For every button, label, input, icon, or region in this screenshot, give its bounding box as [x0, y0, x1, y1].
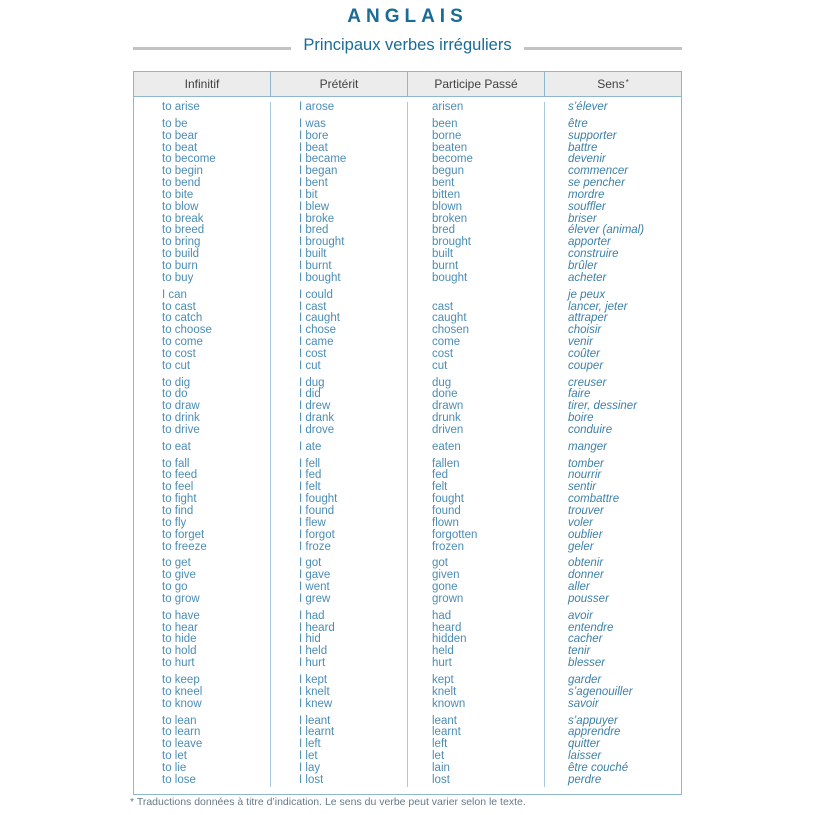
- table-cell-participe: fallen: [432, 457, 460, 470]
- verb-group: [271, 716, 407, 787]
- table-cell-preterit: I began: [299, 165, 338, 178]
- table-cell-infinitif: to fight: [162, 493, 197, 506]
- subtitle-row: [133, 36, 682, 55]
- verb-group: [134, 558, 270, 605]
- table-cell-sens: choisir: [568, 324, 602, 337]
- table-cell-participe: heard: [432, 621, 462, 634]
- verb-group: [408, 102, 544, 114]
- table-cell-participe: chosen: [432, 324, 470, 337]
- table-cell-participe: burnt: [432, 259, 459, 272]
- table-cell-preterit: I built: [299, 248, 327, 261]
- table-cell-preterit: I heard: [299, 621, 335, 634]
- table-cell-sens: élever (animal): [568, 224, 645, 237]
- table-cell-infinitif: to cost: [162, 347, 196, 360]
- table-cell-sens: devenir: [568, 153, 606, 166]
- verb-group: [408, 459, 544, 554]
- table-cell-infinitif: to hide: [162, 633, 197, 646]
- table-cell-sens: s’agenouiller: [568, 685, 633, 698]
- table-cell-preterit: I became: [299, 153, 347, 166]
- table-cell-preterit: I cast: [299, 300, 327, 313]
- footnote-marker: *: [625, 77, 629, 87]
- verb-group: [271, 459, 407, 554]
- table-cell-participe: frozen: [432, 540, 464, 553]
- table-cell-infinitif: to drive: [162, 423, 200, 436]
- verb-group: [408, 290, 544, 373]
- table-cell-preterit: I beat: [299, 141, 328, 154]
- table-cell-participe: cost: [432, 347, 454, 360]
- table-cell-infinitif: to freeze: [162, 540, 207, 553]
- table-cell-sens: commencer: [568, 165, 629, 178]
- table-cell-preterit: I held: [299, 645, 328, 658]
- verb-group: [408, 611, 544, 670]
- table-cell-sens: avoir: [568, 609, 593, 622]
- subtitle-line-right: [524, 47, 682, 50]
- table-cell-participe: flown: [432, 516, 459, 529]
- table-body: [134, 97, 681, 794]
- table-cell-sens: boire: [568, 412, 594, 425]
- table-cell-infinitif: to lie: [162, 761, 187, 774]
- table-cell-preterit: I brought: [299, 236, 345, 249]
- table-cell-sens: se pencher: [568, 177, 625, 190]
- table-cell-preterit: I ate: [299, 440, 322, 453]
- table-cell-infinitif: to hear: [162, 621, 198, 634]
- table-cell-infinitif: to dig: [162, 376, 191, 389]
- table-cell-preterit: I did: [299, 388, 321, 401]
- table-cell-sens: tenir: [568, 645, 591, 658]
- table-cell-sens: je peux: [568, 288, 606, 301]
- table-cell-preterit: I burnt: [299, 259, 332, 272]
- verb-group: [271, 675, 407, 711]
- table-cell-sens: perdre: [568, 773, 602, 786]
- table-cell-participe: blown: [432, 200, 463, 213]
- table-cell-infinitif: to draw: [162, 400, 200, 413]
- table-cell-infinitif: to choose: [162, 324, 212, 337]
- column-header-participe-passe: [408, 72, 545, 96]
- table-cell-preterit: I found: [299, 505, 335, 517]
- verb-group: [408, 675, 544, 711]
- table-cell-participe: eaten: [432, 440, 461, 453]
- table-cell-sens: quitter: [568, 738, 600, 751]
- verb-group: [408, 716, 544, 787]
- table-cell-sens: venir: [568, 336, 593, 349]
- table-cell-infinitif: to grow: [162, 592, 200, 605]
- table-cell-participe: found: [432, 505, 461, 517]
- table-cell-participe: beaten: [432, 141, 468, 154]
- table-cell-preterit: I dug: [299, 376, 325, 389]
- table-cell-participe: had: [432, 609, 452, 622]
- table-cell-sens: s’élever: [568, 101, 608, 113]
- table-cell-infinitif: to build: [162, 248, 200, 261]
- verb-group: [545, 558, 681, 605]
- table-cell-sens: savoir: [568, 697, 599, 710]
- table-cell-preterit: I arose: [299, 101, 335, 113]
- table-cell-sens: attraper: [568, 312, 608, 325]
- table-cell-infinitif: to fly: [162, 516, 187, 529]
- table-cell-preterit: I hurt: [299, 657, 326, 670]
- verb-group: [134, 442, 270, 454]
- verb-group: [408, 378, 544, 437]
- table-cell-sens: brûler: [568, 259, 598, 272]
- table-cell-sens: souffler: [568, 200, 606, 213]
- table-cell-infinitif: to know: [162, 697, 202, 710]
- table-cell-preterit: I cut: [299, 359, 321, 372]
- table-cell-participe: become: [432, 153, 473, 166]
- table-column-preterit: [271, 102, 408, 787]
- table-cell-sens: garder: [568, 673, 602, 686]
- table-cell-infinitif: to buy: [162, 271, 194, 284]
- table-cell-participe: grown: [432, 592, 464, 605]
- table-cell-sens: aller: [568, 581, 590, 594]
- table-cell-infinitif: to blow: [162, 200, 199, 213]
- table-cell-infinitif: to breed: [162, 224, 205, 237]
- table-cell-participe: left: [432, 738, 448, 751]
- table-cell-participe: [408, 290, 544, 302]
- table-cell-sens: supporter: [568, 129, 617, 142]
- table-cell-preterit: I lost: [299, 773, 324, 786]
- verb-group: [271, 442, 407, 454]
- verb-group: [271, 611, 407, 670]
- table-cell-infinitif: to cast: [162, 300, 196, 313]
- verb-group: [271, 102, 407, 114]
- table-cell-sens: apporter: [568, 236, 611, 249]
- table-cell-preterit: I grew: [299, 592, 331, 605]
- table-cell-preterit: I bore: [299, 129, 329, 142]
- table-cell-sens: battre: [568, 141, 598, 154]
- subtitle-line-left: [133, 47, 291, 50]
- verb-group: [545, 290, 681, 373]
- table-cell-participe: kept: [432, 673, 454, 686]
- verb-group: [271, 558, 407, 605]
- verb-group: [545, 119, 681, 285]
- table-cell-infinitif: to bite: [162, 188, 194, 201]
- table-cell-participe: hidden: [432, 633, 467, 646]
- column-header-label: Infinitif: [184, 77, 220, 91]
- table-cell-participe: done: [432, 388, 458, 401]
- table-cell-infinitif: to eat: [162, 440, 191, 453]
- table-cell-preterit: I let: [299, 750, 318, 763]
- page-title: ANGLAIS: [347, 6, 468, 27]
- table-cell-participe: gone: [432, 581, 458, 594]
- table-column-participe: [408, 102, 545, 787]
- verb-group: [134, 290, 270, 373]
- table-cell-participe: got: [432, 557, 448, 570]
- table-cell-infinitif: to get: [162, 557, 191, 570]
- table-cell-participe: lain: [432, 761, 450, 774]
- table-cell-preterit: I caught: [299, 312, 340, 325]
- table-cell-participe: cut: [432, 359, 448, 372]
- table-cell-preterit: I bred: [299, 224, 329, 237]
- table-cell-sens: voler: [568, 516, 593, 529]
- table-cell-sens: oublier: [568, 528, 603, 541]
- table-cell-participe: fought: [432, 493, 464, 506]
- verb-group: [134, 675, 270, 711]
- table-cell-participe: leant: [432, 714, 457, 727]
- table-cell-infinitif: to forget: [162, 528, 205, 541]
- verb-group: [408, 558, 544, 605]
- table-cell-infinitif: to keep: [162, 673, 200, 686]
- table-cell-sens: être: [568, 117, 588, 130]
- table-cell-preterit: I fell: [299, 457, 321, 470]
- table-cell-participe: brought: [432, 236, 472, 249]
- verb-group: [545, 378, 681, 437]
- verb-group: [271, 378, 407, 437]
- table-cell-participe: bred: [432, 224, 456, 237]
- verb-group: [134, 611, 270, 670]
- table-cell-preterit: I bought: [299, 271, 341, 284]
- table-cell-participe: cast: [432, 300, 454, 313]
- table-cell-sens: tirer, dessiner: [568, 400, 638, 413]
- table-cell-preterit: I blew: [299, 200, 330, 213]
- table-cell-preterit: I cost: [299, 347, 327, 360]
- table-cell-sens: apprendre: [568, 726, 621, 739]
- table-cell-sens: couper: [568, 359, 604, 372]
- table-cell-participe: dug: [432, 376, 452, 389]
- table-cell-sens: laisser: [568, 750, 602, 763]
- table-cell-preterit: I knew: [299, 697, 333, 710]
- column-header-label: Participe Passé: [434, 77, 518, 91]
- table-cell-infinitif: to do: [162, 388, 188, 401]
- table-cell-preterit: I leant: [299, 714, 331, 727]
- table-cell-infinitif: to be: [162, 117, 188, 130]
- table-cell-sens: geler: [568, 540, 594, 553]
- table-cell-infinitif: to lose: [162, 773, 196, 786]
- table-cell-participe: knelt: [432, 685, 457, 698]
- table-cell-sens: conduire: [568, 423, 613, 436]
- table-cell-preterit: I was: [299, 117, 326, 130]
- table-cell-preterit: I chose: [299, 324, 337, 337]
- table-cell-infinitif: to leave: [162, 738, 203, 751]
- table-column-sens: [545, 102, 681, 787]
- table-cell-preterit: I drew: [299, 400, 331, 413]
- table-cell-participe: bought: [432, 271, 468, 284]
- table-cell-infinitif: to hold: [162, 645, 197, 658]
- table-cell-sens: trouver: [568, 505, 604, 517]
- table-cell-preterit: I kept: [299, 673, 328, 686]
- table-cell-sens: pousser: [568, 592, 609, 605]
- table-cell-preterit: I left: [299, 738, 321, 751]
- table-cell-infinitif: to arise: [162, 101, 200, 113]
- table-cell-preterit: I got: [299, 557, 322, 570]
- table-cell-sens: manger: [568, 440, 607, 453]
- verb-group: [408, 119, 544, 285]
- column-header-sens: [545, 72, 681, 96]
- table-cell-participe: been: [432, 117, 458, 130]
- verb-group: [408, 442, 544, 454]
- verb-group: [545, 442, 681, 454]
- table-cell-infinitif: to find: [162, 505, 194, 517]
- table-cell-sens: sentir: [568, 481, 597, 494]
- table-cell-infinitif: to cut: [162, 359, 191, 372]
- table-cell-sens: coûter: [568, 347, 600, 360]
- table-column-infinitif: [134, 102, 271, 787]
- table-cell-preterit: I fought: [299, 493, 338, 506]
- verb-group: [545, 102, 681, 114]
- table-cell-infinitif: to drink: [162, 412, 200, 425]
- table-cell-sens: nourrir: [568, 469, 602, 482]
- table-cell-preterit: I gave: [299, 569, 331, 582]
- table-cell-participe: broken: [432, 212, 468, 225]
- table-cell-preterit: I bent: [299, 177, 328, 190]
- table-cell-preterit: I broke: [299, 212, 335, 225]
- table-cell-preterit: I knelt: [299, 685, 330, 698]
- verb-group: [134, 716, 270, 787]
- table-cell-infinitif: to come: [162, 336, 203, 349]
- table-cell-participe: drawn: [432, 400, 464, 413]
- table-cell-infinitif: to become: [162, 153, 216, 166]
- column-header-infinitif: [134, 72, 271, 96]
- column-header-label: Sens: [597, 77, 625, 91]
- table-cell-preterit: I flew: [299, 516, 326, 529]
- table-cell-preterit: I learnt: [299, 726, 335, 739]
- table-cell-infinitif: to have: [162, 609, 200, 622]
- table-header-row: [134, 72, 681, 97]
- table-cell-sens: mordre: [568, 188, 605, 201]
- table-cell-infinitif: to hurt: [162, 657, 195, 670]
- table-cell-infinitif: to kneel: [162, 685, 203, 698]
- page-subtitle: Principaux verbes irréguliers: [303, 36, 512, 54]
- table-cell-sens: obtenir: [568, 557, 604, 570]
- table-cell-infinitif: to learn: [162, 726, 201, 739]
- table-cell-infinitif: to bear: [162, 129, 198, 142]
- table-cell-participe: learnt: [432, 726, 461, 739]
- table-cell-sens: briser: [568, 212, 597, 225]
- table-cell-participe: given: [432, 569, 460, 582]
- table-cell-preterit: I had: [299, 609, 325, 622]
- table-cell-sens: acheter: [568, 271, 607, 284]
- table-cell-participe: arisen: [432, 101, 464, 113]
- table-cell-sens: cacher: [568, 633, 603, 646]
- table-cell-participe: lost: [432, 773, 450, 786]
- table-cell-infinitif: to give: [162, 569, 196, 582]
- table-cell-sens: entendre: [568, 621, 614, 634]
- table-cell-preterit: I froze: [299, 540, 331, 553]
- table-cell-infinitif: to lean: [162, 714, 197, 727]
- table-cell-participe: fed: [432, 469, 448, 482]
- table-cell-preterit: I came: [299, 336, 334, 349]
- table-cell-participe: let: [432, 750, 445, 763]
- table-cell-participe: drunk: [432, 412, 461, 425]
- column-header-label: Prétérit: [319, 77, 359, 91]
- table-cell-sens: construire: [568, 248, 619, 261]
- table-cell-sens: blesser: [568, 657, 606, 670]
- table-cell-sens: creuser: [568, 376, 607, 389]
- table-cell-participe: felt: [432, 481, 448, 494]
- table-cell-infinitif: to beat: [162, 141, 198, 154]
- table-cell-infinitif: to feel: [162, 481, 194, 494]
- table-cell-infinitif: to burn: [162, 259, 198, 272]
- table-cell-sens: combattre: [568, 493, 620, 506]
- table-cell-infinitif: to begin: [162, 165, 203, 178]
- verbs-table: [133, 71, 682, 795]
- footnote: * Traductions données à titre d’indication. Le sens du verbe peut varier selon le texte.: [130, 796, 526, 808]
- verb-group: [134, 459, 270, 554]
- table-cell-preterit: I lay: [299, 761, 321, 774]
- verb-group: [545, 459, 681, 554]
- table-cell-infinitif: to bend: [162, 177, 201, 190]
- table-cell-participe: known: [432, 697, 466, 710]
- table-cell-participe: driven: [432, 423, 464, 436]
- column-header-preterit: [271, 72, 408, 96]
- table-cell-sens: être couché: [568, 761, 629, 774]
- verb-group: [134, 119, 270, 285]
- table-cell-participe: borne: [432, 129, 462, 142]
- table-cell-preterit: I drove: [299, 423, 335, 436]
- table-cell-participe: hurt: [432, 657, 452, 670]
- verb-group: [545, 611, 681, 670]
- table-cell-sens: faire: [568, 388, 591, 401]
- table-cell-participe: built: [432, 248, 454, 261]
- table-cell-sens: lancer, jeter: [568, 300, 628, 313]
- table-cell-sens: tomber: [568, 457, 604, 470]
- verb-group: [545, 716, 681, 787]
- table-cell-participe: begun: [432, 165, 464, 178]
- table-cell-preterit: I forgot: [299, 528, 335, 541]
- table-cell-preterit: I felt: [299, 481, 321, 494]
- table-cell-infinitif: to break: [162, 212, 204, 225]
- table-cell-sens: donner: [568, 569, 604, 582]
- table-cell-participe: held: [432, 645, 454, 658]
- table-cell-preterit: I fed: [299, 469, 322, 482]
- table-cell-infinitif: I can: [162, 288, 187, 301]
- verb-group: [134, 378, 270, 437]
- table-cell-sens: s’appuyer: [568, 714, 618, 727]
- table-cell-infinitif: to fall: [162, 457, 190, 470]
- table-cell-infinitif: to go: [162, 581, 188, 594]
- table-cell-preterit: I bit: [299, 188, 318, 201]
- table-cell-infinitif: to catch: [162, 312, 203, 325]
- verb-group: [271, 290, 407, 373]
- table-cell-participe: bitten: [432, 188, 461, 201]
- table-cell-participe: come: [432, 336, 461, 349]
- table-cell-participe: bent: [432, 177, 455, 190]
- table-cell-preterit: I drank: [299, 412, 335, 425]
- table-cell-participe: forgotten: [432, 528, 478, 541]
- table-cell-infinitif: to let: [162, 750, 187, 763]
- table-cell-participe: caught: [432, 312, 467, 325]
- verb-group: [134, 102, 270, 114]
- verb-group: [545, 675, 681, 711]
- table-cell-preterit: I went: [299, 581, 330, 594]
- table-cell-infinitif: to bring: [162, 236, 201, 249]
- table-cell-preterit: I could: [299, 288, 333, 301]
- table-cell-preterit: I hid: [299, 633, 321, 646]
- table-cell-infinitif: to feed: [162, 469, 198, 482]
- verb-group: [271, 119, 407, 285]
